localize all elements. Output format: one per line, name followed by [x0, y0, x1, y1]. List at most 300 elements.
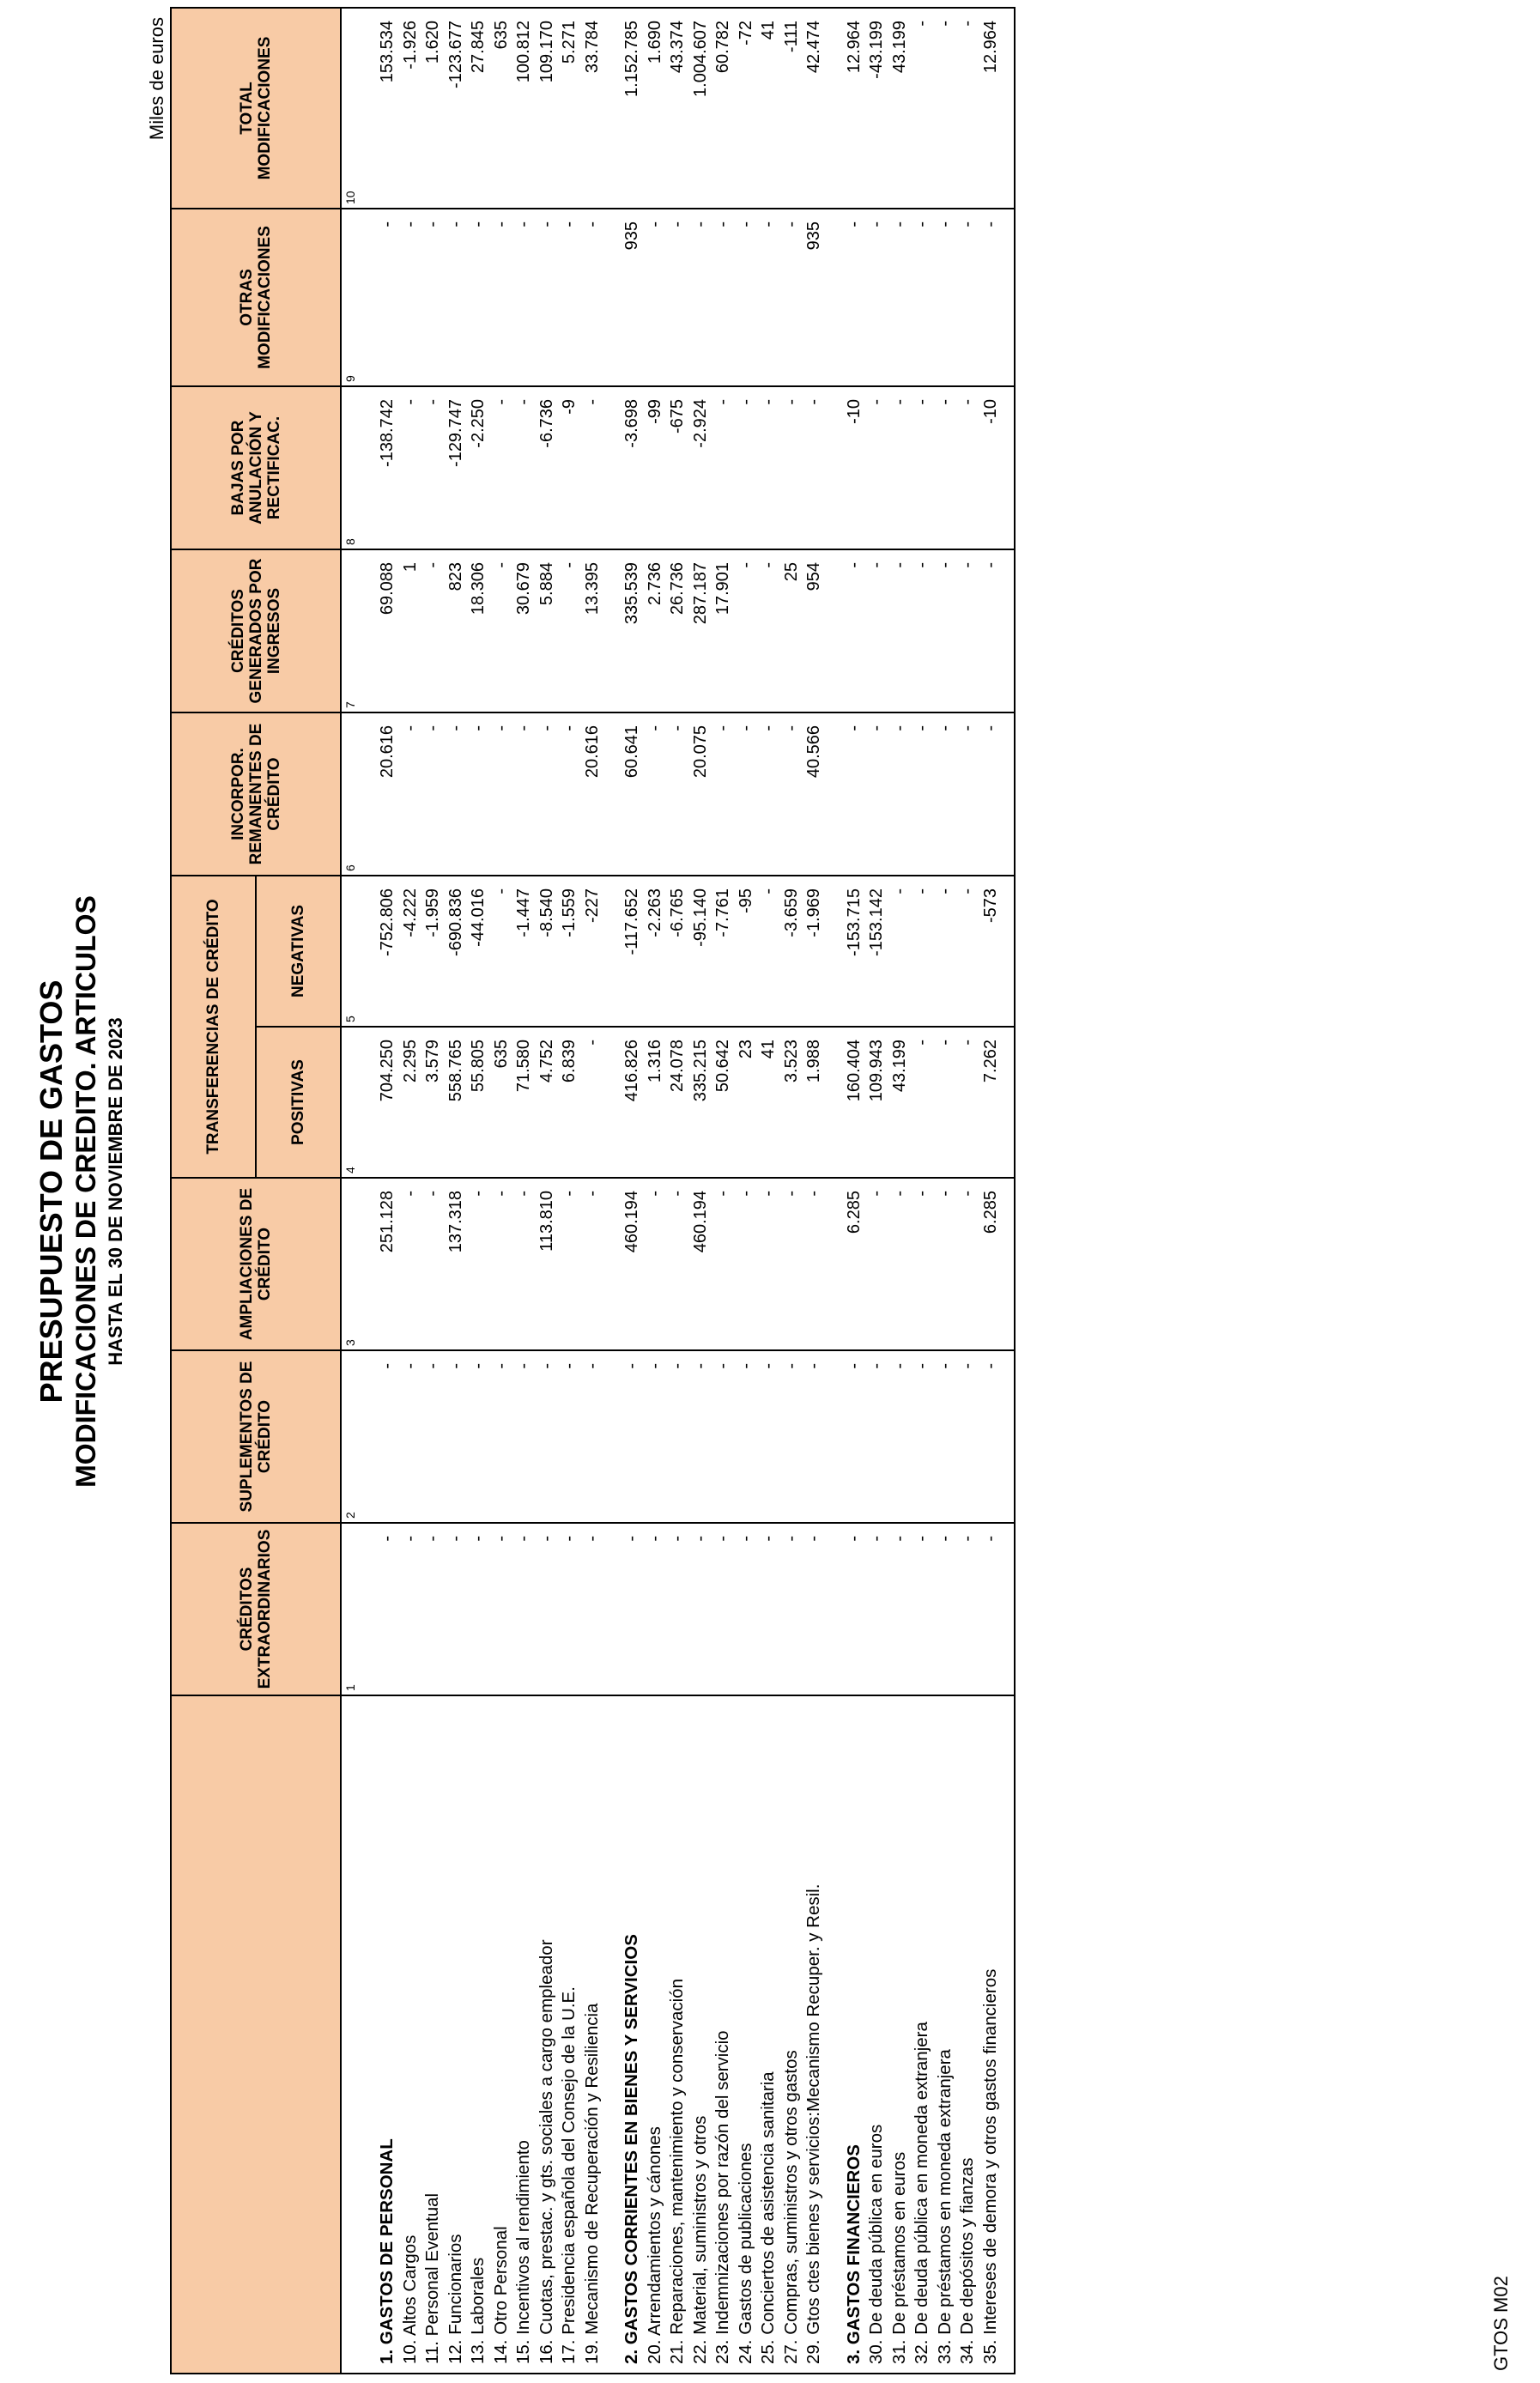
row-value: 33.784 — [581, 8, 604, 209]
row-value: - — [911, 712, 934, 876]
row-label: 11. Personal Eventual — [421, 1695, 445, 2374]
row-value: - — [376, 1523, 399, 1695]
row-value: 3.523 — [780, 1027, 803, 1178]
row-value: -1.959 — [421, 876, 445, 1027]
row-value: - — [956, 1027, 979, 1178]
row-value: 1 — [399, 549, 422, 712]
row-value: - — [644, 712, 667, 876]
row-value: - — [803, 1178, 826, 1350]
row-label: 33. De préstamos en moneda extranjera — [934, 1695, 957, 2374]
row-value: 6.285 — [979, 1178, 1003, 1350]
row-value: -129.747 — [445, 386, 468, 549]
row-value: -153.715 — [843, 876, 866, 1027]
row-value: - — [911, 1178, 934, 1350]
row-value: - — [803, 1350, 826, 1523]
row-value: 160.404 — [843, 1027, 866, 1178]
row-value: - — [421, 549, 445, 712]
row-value: 113.810 — [536, 1178, 559, 1350]
row-value: -95 — [735, 876, 758, 1027]
row-value: -1.926 — [399, 8, 422, 209]
row-value: - — [865, 549, 888, 712]
row-value: - — [712, 712, 735, 876]
row-value: -138.742 — [376, 386, 399, 549]
row-value: -1.447 — [512, 876, 536, 1027]
row-value: 153.534 — [376, 8, 399, 209]
row-value: 287.187 — [689, 549, 712, 712]
row-value: - — [934, 209, 957, 386]
row-value: - — [911, 1350, 934, 1523]
row-value: 50.642 — [712, 1027, 735, 1178]
row-value: -4.222 — [399, 876, 422, 1027]
row-value: 18.306 — [467, 549, 490, 712]
column-number: 1 — [341, 1523, 357, 1695]
row-value: - — [934, 8, 957, 209]
row-label: 30. De deuda pública en euros — [865, 1695, 888, 2374]
row-label: 12. Funcionarios — [445, 1695, 468, 2374]
row-value: 100.812 — [512, 8, 536, 209]
row-value: - — [865, 712, 888, 876]
row-value: - — [888, 876, 912, 1027]
row-value: -153.142 — [865, 876, 888, 1027]
row-value: - — [490, 712, 513, 876]
row-value: -43.199 — [865, 8, 888, 209]
row-value: 43.374 — [666, 8, 689, 209]
row-value: - — [735, 549, 758, 712]
row-value: 1.620 — [421, 8, 445, 209]
row-value: - — [735, 1178, 758, 1350]
row-value: - — [735, 1523, 758, 1695]
row-value: - — [843, 549, 866, 712]
row-value: - — [467, 209, 490, 386]
row-value: - — [979, 209, 1003, 386]
row-value: - — [780, 1350, 803, 1523]
row-value: -1.969 — [803, 876, 826, 1027]
footer-code: GTOS M02 — [1490, 2276, 1512, 2371]
row-value: 5.884 — [536, 549, 559, 712]
row-value: 251.128 — [376, 1178, 399, 1350]
row-label: 34. De depósitos y fianzas — [956, 1695, 979, 2374]
row-value: - — [712, 1523, 735, 1695]
row-value: - — [780, 386, 803, 549]
row-value: - — [934, 1178, 957, 1350]
row-value: - — [536, 1350, 559, 1523]
group-header-row — [376, 8, 399, 2374]
row-value: - — [621, 1523, 644, 1695]
row-value: 43.199 — [888, 1027, 912, 1178]
row-value: 137.318 — [445, 1178, 468, 1350]
row-value: - — [956, 1523, 979, 1695]
row-value: - — [512, 1523, 536, 1695]
row-value: - — [888, 549, 912, 712]
row-value: - — [735, 712, 758, 876]
row-value: -675 — [666, 386, 689, 549]
row-value: -111 — [780, 8, 803, 209]
row-value: - — [399, 386, 422, 549]
table-row — [512, 8, 536, 2374]
row-value: - — [956, 1178, 979, 1350]
row-value: - — [689, 209, 712, 386]
table-end-row — [1002, 8, 1015, 2374]
row-value: -690.836 — [445, 876, 468, 1027]
row-value: - — [956, 386, 979, 549]
row-value: - — [803, 1523, 826, 1695]
date-line: HASTA EL 30 DE NOVIEMBRE DE 2023 — [105, 1017, 126, 1366]
row-value: - — [735, 386, 758, 549]
row-label: 22. Material, suministros y otros — [689, 1695, 712, 2374]
row-value: - — [467, 712, 490, 876]
row-value: - — [421, 209, 445, 386]
row-value: 30.679 — [512, 549, 536, 712]
row-value: -2.924 — [689, 386, 712, 549]
row-label: 2. GASTOS CORRIENTES EN BIENES Y SERVICIOS — [621, 1695, 644, 2374]
row-value: - — [934, 1523, 957, 1695]
row-value: -10 — [843, 386, 866, 549]
row-value: - — [536, 712, 559, 876]
row-value: 25 — [780, 549, 803, 712]
row-value: - — [581, 1523, 604, 1695]
row-value: -72 — [735, 8, 758, 209]
row-value: - — [445, 1523, 468, 1695]
row-value: - — [512, 386, 536, 549]
row-value: - — [757, 549, 780, 712]
row-label: 32. De deuda pública en moneda extranjera — [911, 1695, 934, 2374]
row-value: - — [399, 209, 422, 386]
row-value: - — [467, 1178, 490, 1350]
row-value: - — [888, 209, 912, 386]
row-value: - — [865, 1523, 888, 1695]
table-row — [934, 8, 957, 2374]
row-value: 460.194 — [621, 1178, 644, 1350]
column-number: 10 — [341, 8, 357, 209]
row-label: 15. Incentivos al rendimiento — [512, 1695, 536, 2374]
row-value: - — [421, 1523, 445, 1695]
row-value: 71.580 — [512, 1027, 536, 1178]
row-value: - — [888, 1523, 912, 1695]
row-value: - — [644, 1350, 667, 1523]
row-value: 2.736 — [644, 549, 667, 712]
row-value: 7.262 — [979, 1027, 1003, 1178]
row-value: - — [911, 8, 934, 209]
row-value: - — [621, 1350, 644, 1523]
header-ampliaciones: AMPLIACIONES DE CRÉDITO — [171, 1178, 341, 1350]
row-value: - — [421, 1178, 445, 1350]
row-value: 6.839 — [558, 1027, 581, 1178]
table-row — [979, 8, 1003, 2374]
units-label: Miles de euros — [146, 17, 167, 141]
row-value: -1.559 — [558, 876, 581, 1027]
row-value: 109.943 — [865, 1027, 888, 1178]
row-value: 2.295 — [399, 1027, 422, 1178]
column-number: 8 — [341, 386, 357, 549]
row-value: - — [780, 1178, 803, 1350]
row-value: -10 — [979, 386, 1003, 549]
column-number: 6 — [341, 712, 357, 876]
row-value: 416.826 — [621, 1027, 644, 1178]
row-value: 26.736 — [666, 549, 689, 712]
row-value: - — [865, 386, 888, 549]
row-value: - — [911, 209, 934, 386]
table-row — [581, 8, 604, 2374]
row-value: - — [934, 1027, 957, 1178]
row-value: - — [888, 386, 912, 549]
row-value: 43.199 — [888, 8, 912, 209]
row-value: - — [934, 386, 957, 549]
group-header-row — [843, 8, 866, 2374]
group-header-row — [621, 8, 644, 2374]
page-title: PRESUPUESTO DE GASTOS — [33, 979, 69, 1404]
row-value: - — [445, 712, 468, 876]
row-value: - — [956, 1350, 979, 1523]
row-value: - — [558, 1523, 581, 1695]
row-value: 20.616 — [376, 712, 399, 876]
row-value: - — [467, 1523, 490, 1695]
table-row — [558, 8, 581, 2374]
row-label: 1. GASTOS DE PERSONAL — [376, 1695, 399, 2374]
row-label: 25. Conciertos de asistencia sanitaria — [757, 1695, 780, 2374]
row-label: 17. Presidencia española del Consejo de la U.E. — [558, 1695, 581, 2374]
table-row — [467, 8, 490, 2374]
row-value: - — [934, 1350, 957, 1523]
header-negativas: NEGATIVAS — [256, 876, 341, 1027]
row-value: - — [934, 712, 957, 876]
row-value: - — [757, 386, 780, 549]
row-value: - — [757, 1350, 780, 1523]
row-value: -3.659 — [780, 876, 803, 1027]
row-value: 55.805 — [467, 1027, 490, 1178]
row-value: 20.075 — [689, 712, 712, 876]
row-value: - — [399, 1178, 422, 1350]
row-value: - — [888, 1350, 912, 1523]
table-row — [803, 8, 826, 2374]
row-value: - — [757, 209, 780, 386]
row-value: - — [911, 549, 934, 712]
row-value: 20.616 — [581, 712, 604, 876]
row-value: 3.579 — [421, 1027, 445, 1178]
row-value: - — [689, 1523, 712, 1695]
row-value: 1.004.607 — [689, 8, 712, 209]
table-row — [399, 8, 422, 2374]
row-value: - — [757, 1523, 780, 1695]
table-row — [490, 8, 513, 2374]
row-value: - — [536, 1523, 559, 1695]
row-value: -2.263 — [644, 876, 667, 1027]
row-value: - — [911, 876, 934, 1027]
column-number: 7 — [341, 549, 357, 712]
row-value: - — [376, 209, 399, 386]
row-value: - — [558, 209, 581, 386]
row-value: -7.761 — [712, 876, 735, 1027]
concept-header — [171, 1695, 341, 2374]
header-bajas: BAJAS POR ANULACIÓN Y RECTIFICAC. — [171, 386, 341, 549]
row-value: - — [399, 1350, 422, 1523]
header-otras: OTRAS MODIFICACIONES — [171, 209, 341, 386]
row-value: - — [399, 712, 422, 876]
row-value: 704.250 — [376, 1027, 399, 1178]
row-value: - — [644, 209, 667, 386]
row-value: 17.901 — [712, 549, 735, 712]
row-value: 12.964 — [979, 8, 1003, 209]
row-value: -752.806 — [376, 876, 399, 1027]
row-value: - — [689, 1350, 712, 1523]
row-value: 24.078 — [666, 1027, 689, 1178]
row-value: - — [666, 1523, 689, 1695]
header-generados: CRÉDITOS GENERADOS POR INGRESOS — [171, 549, 341, 712]
row-label: 24. Gastos de publicaciones — [735, 1695, 758, 2374]
row-value: - — [490, 1350, 513, 1523]
table-row — [536, 8, 559, 2374]
row-value: 6.285 — [843, 1178, 866, 1350]
row-value: - — [956, 712, 979, 876]
table-row — [780, 8, 803, 2374]
row-value: 1.690 — [644, 8, 667, 209]
table-row — [735, 8, 758, 2374]
row-value: 935 — [803, 209, 826, 386]
row-value: - — [421, 1350, 445, 1523]
row-value: - — [581, 1350, 604, 1523]
row-value: - — [865, 209, 888, 386]
row-value: - — [888, 712, 912, 876]
row-label: 14. Otro Personal — [490, 1695, 513, 2374]
row-value: - — [558, 712, 581, 876]
row-value: - — [512, 1350, 536, 1523]
table-body — [341, 8, 1015, 2374]
row-value: 12.964 — [843, 8, 866, 209]
row-value: 823 — [445, 549, 468, 712]
row-value: - — [803, 386, 826, 549]
column-number: 5 — [341, 876, 357, 1027]
column-number-row — [341, 8, 357, 2374]
header-transferencias: TRANSFERENCIAS DE CRÉDITO — [171, 876, 256, 1178]
row-value: - — [581, 386, 604, 549]
row-value: - — [979, 712, 1003, 876]
row-value: -8.540 — [536, 876, 559, 1027]
row-value: - — [445, 209, 468, 386]
row-value: 1.316 — [644, 1027, 667, 1178]
row-value: 60.782 — [712, 8, 735, 209]
table-row — [712, 8, 735, 2374]
row-value: 335.215 — [689, 1027, 712, 1178]
row-value: 5.271 — [558, 8, 581, 209]
row-value: 13.395 — [581, 549, 604, 712]
row-value: - — [445, 1350, 468, 1523]
row-label: 35. Intereses de demora y otros gastos financieros — [979, 1695, 1003, 2374]
row-value: - — [979, 1350, 1003, 1523]
row-value: - — [666, 1178, 689, 1350]
row-value: 4.752 — [536, 1027, 559, 1178]
row-value: - — [757, 712, 780, 876]
row-value: - — [956, 549, 979, 712]
table-row — [757, 8, 780, 2374]
row-value: -6.765 — [666, 876, 689, 1027]
row-label: 13. Laborales — [467, 1695, 490, 2374]
row-label: 29. Gtos ctes bienes y servicios:Mecanismo Recuper. y Resil. — [803, 1695, 826, 2374]
row-value: - — [865, 1178, 888, 1350]
row-value: - — [865, 1350, 888, 1523]
row-value: 41 — [757, 1027, 780, 1178]
row-value: - — [558, 1178, 581, 1350]
table-row — [911, 8, 934, 2374]
row-value: - — [843, 209, 866, 386]
row-value: 1.152.785 — [621, 8, 644, 209]
row-value: - — [512, 712, 536, 876]
row-value: - — [666, 1350, 689, 1523]
row-value: - — [956, 209, 979, 386]
header-incorporaciones: INCORPOR. REMANENTES DE CRÉDITO — [171, 712, 341, 876]
row-value: - — [666, 209, 689, 386]
row-value: - — [911, 1027, 934, 1178]
row-value: - — [956, 876, 979, 1027]
row-value: 460.194 — [689, 1178, 712, 1350]
row-value: - — [376, 1350, 399, 1523]
page-subtitle: MODIFICACIONES DE CREDITO. ARTICULOS — [70, 895, 101, 1488]
row-label: 27. Compras, suministros y otros gastos — [780, 1695, 803, 2374]
table-row — [956, 8, 979, 2374]
table-row — [888, 8, 912, 2374]
row-value: 40.566 — [803, 712, 826, 876]
column-number: 2 — [341, 1350, 357, 1523]
table-row — [666, 8, 689, 2374]
row-value: -9 — [558, 386, 581, 549]
spacer-row — [357, 8, 376, 2374]
row-value: 635 — [490, 8, 513, 209]
row-value: - — [666, 712, 689, 876]
row-value: 935 — [621, 209, 644, 386]
row-value: - — [644, 1523, 667, 1695]
row-value: 69.088 — [376, 549, 399, 712]
row-value: - — [712, 386, 735, 549]
gap-row — [826, 8, 843, 2374]
row-value: - — [490, 876, 513, 1027]
row-value: -44.016 — [467, 876, 490, 1027]
row-value: - — [757, 1178, 780, 1350]
row-value: - — [735, 209, 758, 386]
column-number: 9 — [341, 209, 357, 386]
row-value: 23 — [735, 1027, 758, 1178]
row-value: - — [581, 1027, 604, 1178]
table-row — [865, 8, 888, 2374]
header-suplementos: SUPLEMENTOS DE CRÉDITO — [171, 1350, 341, 1523]
row-label: 16. Cuotas, prestac. y gts. sociales a cargo empleador — [536, 1695, 559, 2374]
row-value: - — [490, 1178, 513, 1350]
row-value: 335.539 — [621, 549, 644, 712]
row-value: - — [490, 209, 513, 386]
column-number: 3 — [341, 1178, 357, 1350]
gap-row — [603, 8, 621, 2374]
row-value: - — [558, 549, 581, 712]
header-positivas: POSITIVAS — [256, 1027, 341, 1178]
row-value: - — [490, 386, 513, 549]
row-value: - — [712, 209, 735, 386]
row-value: - — [843, 1350, 866, 1523]
header-total: TOTAL MODIFICACIONES — [171, 8, 341, 209]
row-value: 27.845 — [467, 8, 490, 209]
row-value: - — [956, 8, 979, 209]
row-value: 41 — [757, 8, 780, 209]
row-label: 31. De préstamos en euros — [888, 1695, 912, 2374]
row-value: - — [735, 1350, 758, 1523]
row-value: - — [421, 712, 445, 876]
row-value: -573 — [979, 876, 1003, 1027]
row-value: - — [979, 1523, 1003, 1695]
row-value: - — [780, 209, 803, 386]
row-label: 10. Altos Cargos — [399, 1695, 422, 2374]
row-value: - — [843, 1523, 866, 1695]
row-label: 3. GASTOS FINANCIEROS — [843, 1695, 866, 2374]
row-value: -99 — [644, 386, 667, 549]
table-row — [689, 8, 712, 2374]
row-value: 1.988 — [803, 1027, 826, 1178]
row-value: - — [934, 876, 957, 1027]
